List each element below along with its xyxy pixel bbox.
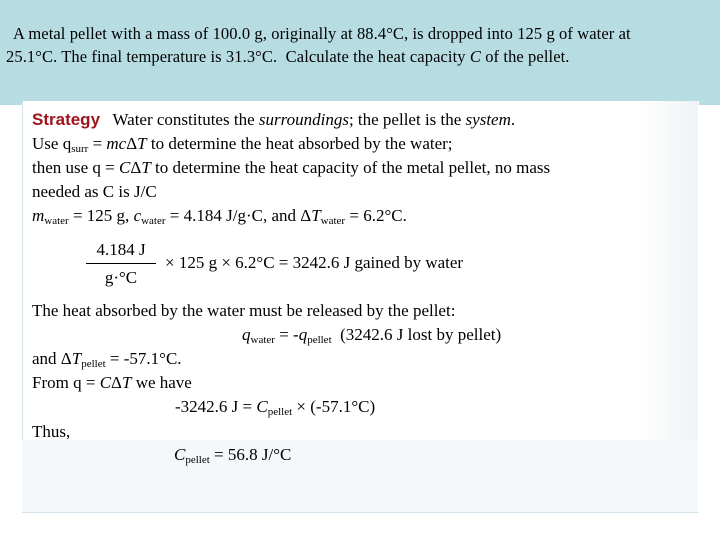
panel-bottom-shade [22, 440, 698, 512]
q-equation-line: $q_{water} = -q_{pellet}$ (3242.6 J lost by pellet) [242, 325, 502, 346]
strategy-line [32, 108, 515, 132]
fraction-denominator: g·°C [104, 268, 138, 287]
needed-line: needed as C is J/C [32, 182, 157, 201]
givens-line: $m_{water} = 125$ g, $c_{water} = 4.184$ J/g·C, and $\Delta T_{water} = 6.2^\circ C$. [32, 206, 407, 227]
panel-shade [640, 101, 698, 441]
fraction-rest: × 125 g × 6.2°C = 3242.6 J gained by water [165, 253, 464, 272]
use-q-surr-line: Use $q_{surr} = mc\Delta T$ to determine the heat absorbed by the water; [32, 134, 453, 155]
problem-line-2: 25.1°C. The final temperature is 31.3°C. Calculate the heat capacity C of the pellet. [6, 47, 570, 66]
strategy-label: Strategy [32, 110, 101, 129]
fraction-bar [86, 263, 156, 264]
problem-statement [6, 22, 714, 68]
problem-line-1: A metal pellet with a mass of 100.0 g, originally at 88.4°C, is dropped into 125 g of water at [13, 24, 631, 43]
equation2-line: -3242.6 $J = C_{pellet} \times (-57.1^\circ C)$ [175, 397, 376, 418]
result-line: $C_{pellet} = 56.8$ J/°C [174, 445, 292, 466]
fraction [86, 238, 156, 290]
fraction-numerator: 4.184 J [96, 240, 146, 259]
strategy-text: Water constitutes the surroundings; the pellet is the system. [104, 110, 516, 129]
from-q-line: From q = CΔT we have [32, 373, 192, 392]
thus-line: Thus, [32, 422, 71, 441]
then-use-line: then use q = CΔT to determine the heat capacity of the metal pellet, no mass [32, 158, 551, 177]
delta-pellet-line: and $\Delta T_{pellet} = -57.1^\circ C$. [32, 349, 182, 370]
released-line: The heat absorbed by the water must be released by the pellet: [32, 301, 456, 320]
q-equation-note: (3242.6 J lost by pellet) [340, 325, 502, 344]
